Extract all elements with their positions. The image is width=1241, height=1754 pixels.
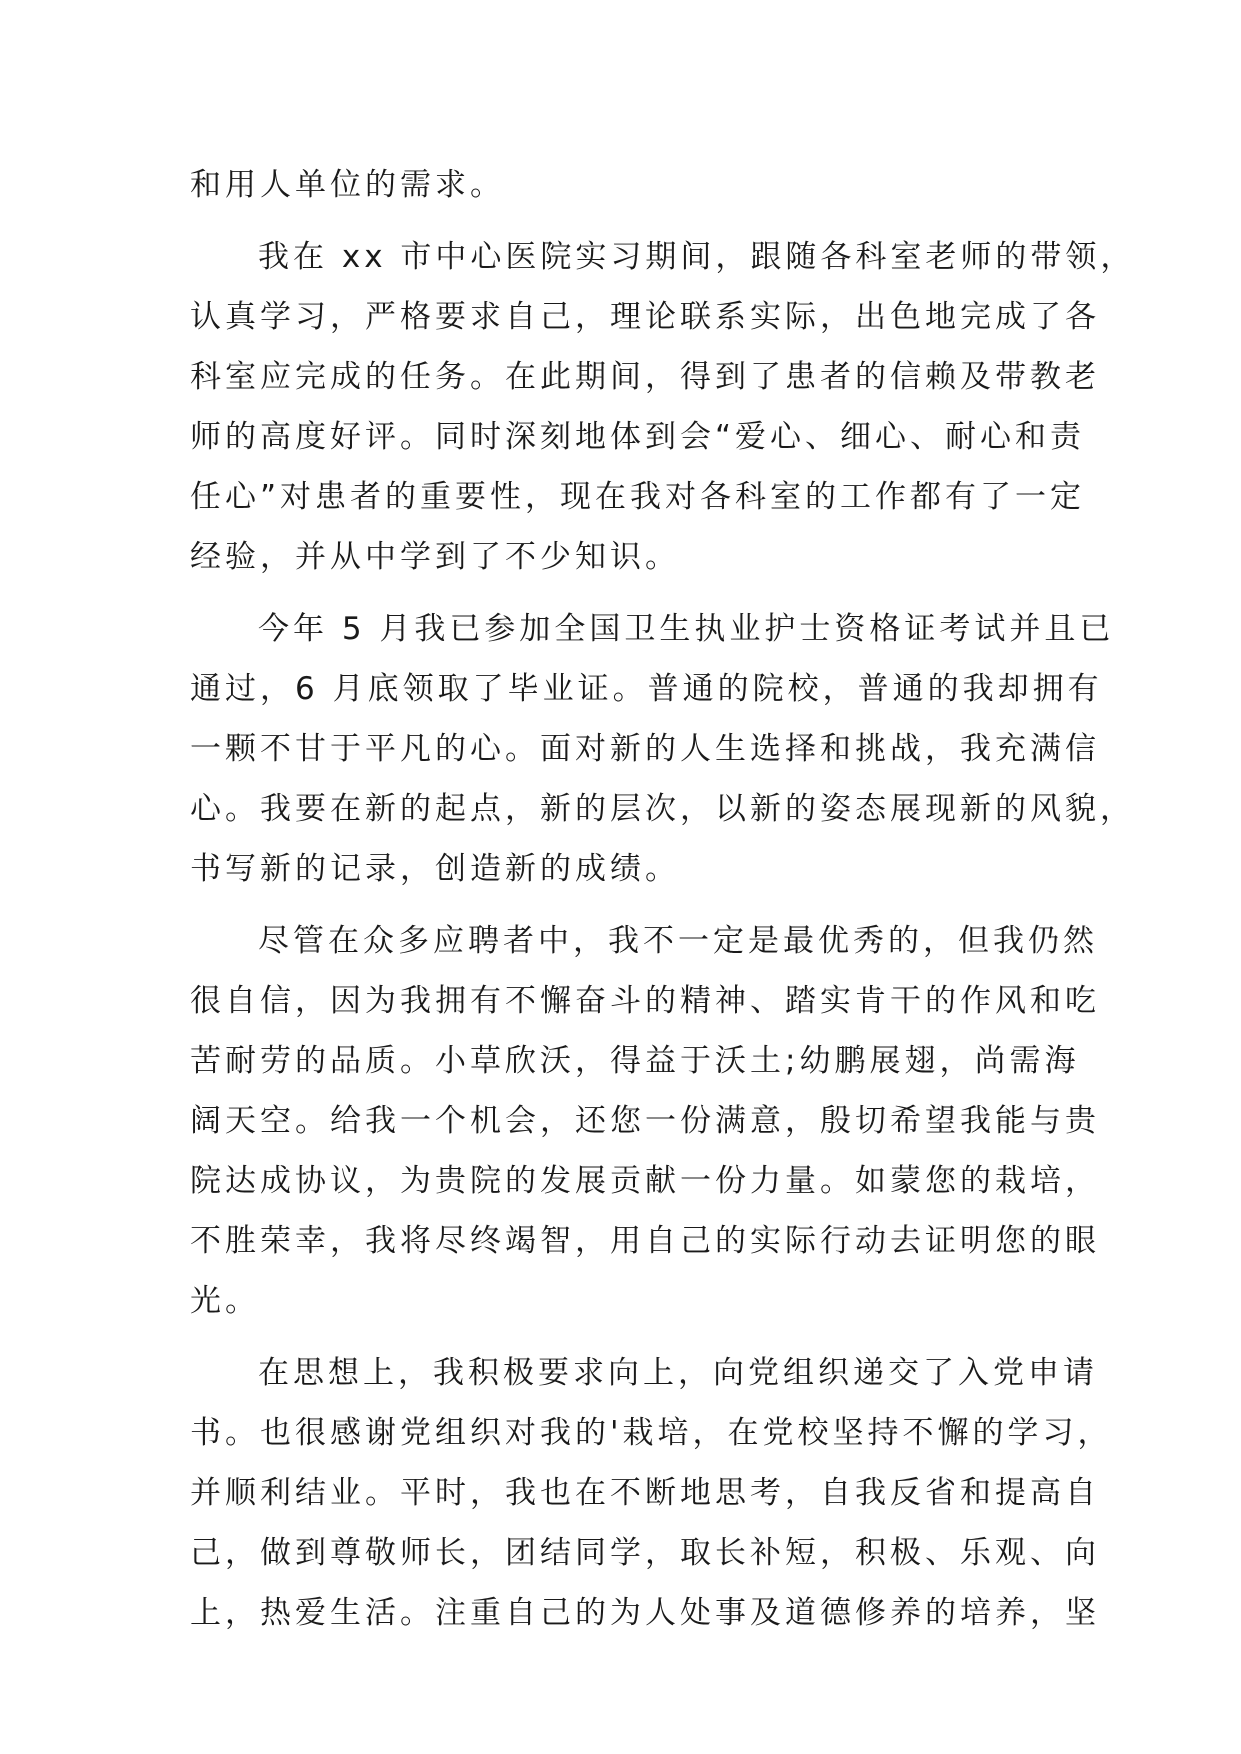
text-line: 科室应完成的任务。在此期间，得到了患者的信赖及带教老 <box>190 359 1100 395</box>
paragraph-first-line: 今年 5 月我已参加全国卫生执业护士资格证考试并且已 <box>258 611 1115 647</box>
paragraph-first-line: 在思想上，我积极要求向上，向党组织递交了入党申请 <box>258 1355 1098 1391</box>
text-line: 己，做到尊敬师长，团结同学，取长补短，积极、乐观、向 <box>190 1535 1100 1571</box>
text-line: 心。我要在新的起点，新的层次，以新的姿态展现新的风貌， <box>190 791 1135 827</box>
text-line: 认真学习，严格要求自己，理论联系实际，出色地完成了各 <box>190 299 1100 335</box>
text-line: 师的高度好评。同时深刻地体到会“爱心、细心、耐心和责 <box>190 419 1086 455</box>
text-line: 任心”对患者的重要性，现在我对各科室的工作都有了一定 <box>190 479 1086 515</box>
text-line: 和用人单位的需求。 <box>190 167 505 203</box>
text-line: 苦耐劳的品质。小草欣沃，得益于沃土;幼鹏展翅，尚需海 <box>190 1043 1080 1079</box>
text-line: 很自信，因为我拥有不懈奋斗的精神、踏实肯干的作风和吃 <box>190 983 1100 1019</box>
text-line: 阔天空。给我一个机会，还您一份满意，殷切希望我能与贵 <box>190 1103 1100 1139</box>
text-line: 经验，并从中学到了不少知识。 <box>190 539 680 575</box>
text-line: 书。也很感谢党组织对我的'栽培，在党校坚持不懈的学习， <box>190 1415 1113 1451</box>
paragraph-first-line: 尽管在众多应聘者中，我不一定是最优秀的，但我仍然 <box>258 923 1098 959</box>
text-line: 光。 <box>190 1283 260 1319</box>
text-line: 并顺利结业。平时，我也在不断地思考，自我反省和提高自 <box>190 1475 1100 1511</box>
text-line: 不胜荣幸，我将尽终竭智，用自己的实际行动去证明您的眼 <box>190 1223 1100 1259</box>
document-body <box>190 155 1136 1643</box>
text-line: 通过，6 月底领取了毕业证。普通的院校，普通的我却拥有 <box>190 671 1103 707</box>
text-line: 上，热爱生活。注重自己的为人处事及道德修养的培养，坚 <box>190 1595 1100 1631</box>
paragraph-first-line: 我在 xx 市中心医院实习期间，跟随各科室老师的带领， <box>258 239 1136 275</box>
text-line: 一颗不甘于平凡的心。面对新的人生选择和挑战，我充满信 <box>190 731 1100 767</box>
text-line: 院达成协议，为贵院的发展贡献一份力量。如蒙您的栽培， <box>190 1163 1100 1199</box>
text-line: 书写新的记录，创造新的成绩。 <box>190 851 680 887</box>
